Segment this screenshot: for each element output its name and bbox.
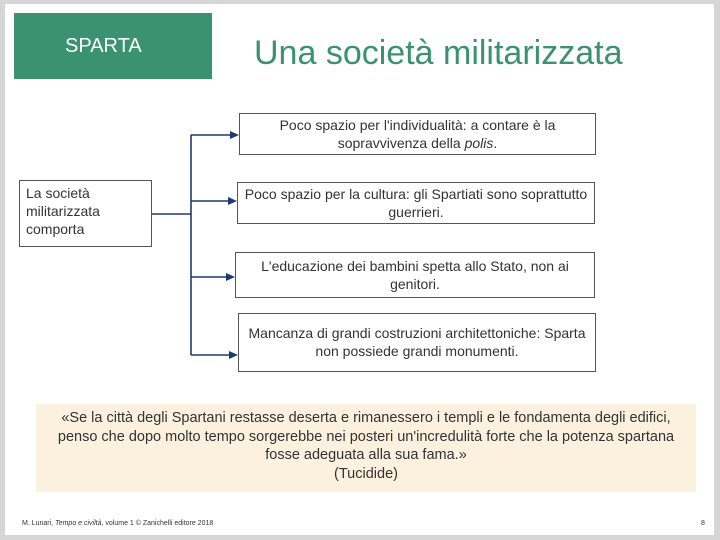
consequence-node-1-text: Poco spazio per l'individualità: a contare è la sopravvivenza della	[279, 117, 556, 151]
slide-title: Una società militarizzata	[254, 34, 623, 72]
quote-attribution: (Tucidide)	[334, 465, 398, 482]
arrowhead-3	[226, 273, 235, 281]
consequence-node-2-text: Poco spazio per la cultura: gli Spartiati sono soprattutto guerrieri.	[244, 186, 588, 220]
arrowhead-2	[228, 197, 237, 205]
arrowhead-4	[229, 351, 238, 359]
consequence-node-3-text: L'educazione dei bambini spetta allo Stato, non ai genitori.	[261, 258, 569, 292]
slide	[5, 4, 714, 535]
quote-block	[36, 404, 696, 492]
consequence-node-1-suffix: .	[493, 135, 498, 151]
page-number: 8	[701, 520, 705, 527]
consequence-node-4	[238, 313, 596, 372]
section-badge-label: SPARTA	[65, 35, 142, 57]
footer-author: M. Lunari,	[22, 520, 56, 527]
footer-credit	[22, 520, 213, 527]
consequence-node-1-emphasis: polis	[464, 135, 494, 151]
consequence-node-2	[237, 182, 595, 224]
footer-book-title: Tempo e civiltà	[55, 520, 102, 527]
consequence-node-4-text: Mancanza di grandi costruzioni architettoniche: Sparta non possiede grandi monumenti.	[248, 325, 586, 359]
arrowhead-1	[230, 131, 239, 139]
consequence-node-3	[235, 252, 595, 298]
quote-text: «Se la città degli Spartani restasse deserta e rimanessero i templi e le fondamenta degli edifici, penso che dopo molto tempo sorgerebbe nei posteri un'incredulità forte che la potenza spartana fosse adeguata alla sua fama.»	[57, 410, 675, 463]
source-node	[19, 180, 152, 247]
source-node-label: La società militarizzata comporta	[26, 185, 100, 237]
footer-rest: , volume 1 © Zanichelli editore 2018	[101, 520, 214, 527]
consequence-node-1	[239, 113, 596, 155]
